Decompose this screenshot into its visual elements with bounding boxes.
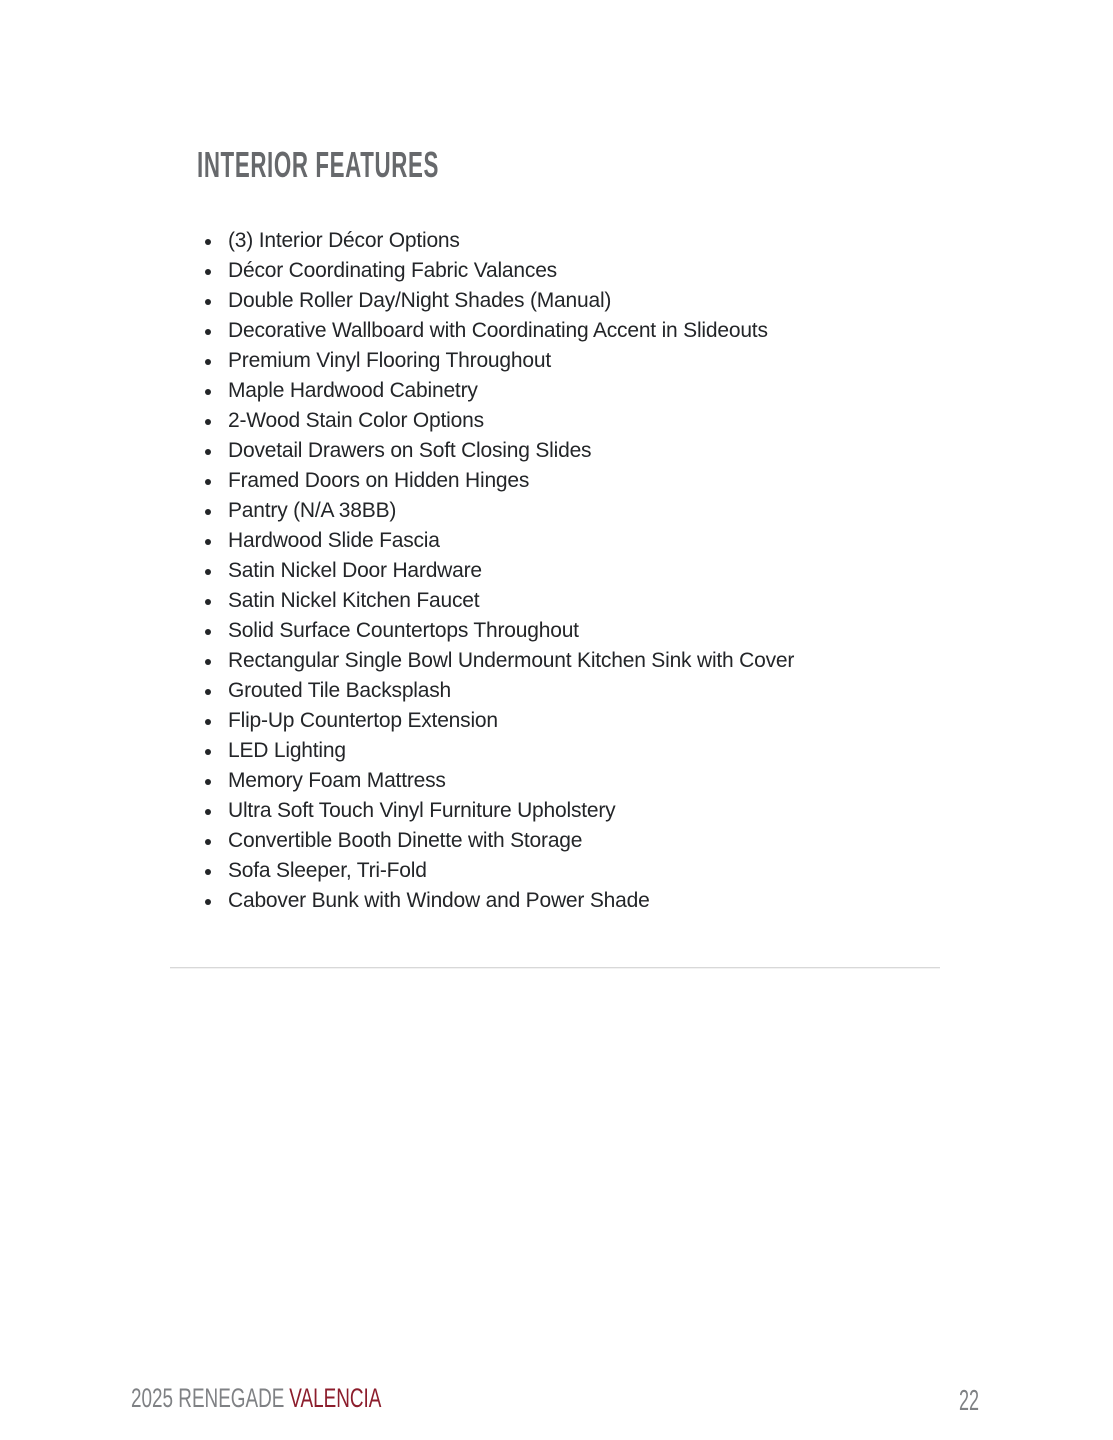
feature-item: Hardwood Slide Fascia [203,526,794,556]
feature-item: Sofa Sleeper, Tri-Fold [203,856,794,886]
footer-model-name: VALENCIA [289,1383,382,1413]
feature-item: Cabover Bunk with Window and Power Shade [203,886,794,916]
feature-item: Solid Surface Countertops Throughout [203,616,794,646]
section-heading: INTERIOR FEATURES [197,144,440,185]
interior-features-list [203,226,794,916]
section-divider [170,967,940,969]
feature-item: Flip-Up Countertop Extension [203,706,794,736]
footer-brand [131,1383,381,1414]
feature-item: Ultra Soft Touch Vinyl Furniture Upholstery [203,796,794,826]
feature-item: Maple Hardwood Cabinetry [203,376,794,406]
feature-item: Double Roller Day/Night Shades (Manual) [203,286,794,316]
feature-item: Premium Vinyl Flooring Throughout [203,346,794,376]
feature-item: Memory Foam Mattress [203,766,794,796]
feature-item: Framed Doors on Hidden Hinges [203,466,794,496]
page-number: 22 [959,1385,980,1417]
feature-item: 2-Wood Stain Color Options [203,406,794,436]
feature-item: Satin Nickel Door Hardware [203,556,794,586]
feature-item: Satin Nickel Kitchen Faucet [203,586,794,616]
feature-item: Décor Coordinating Fabric Valances [203,256,794,286]
feature-item: Grouted Tile Backsplash [203,676,794,706]
feature-item: Dovetail Drawers on Soft Closing Slides [203,436,794,466]
feature-item: (3) Interior Décor Options [203,226,794,256]
feature-item: Convertible Booth Dinette with Storage [203,826,794,856]
feature-item: LED Lighting [203,736,794,766]
feature-item: Rectangular Single Bowl Undermount Kitchen Sink with Cover [203,646,794,676]
feature-item: Pantry (N/A 38BB) [203,496,794,526]
feature-item: Decorative Wallboard with Coordinating Accent in Slideouts [203,316,794,346]
footer-year-brand: 2025 RENEGADE [131,1383,285,1413]
